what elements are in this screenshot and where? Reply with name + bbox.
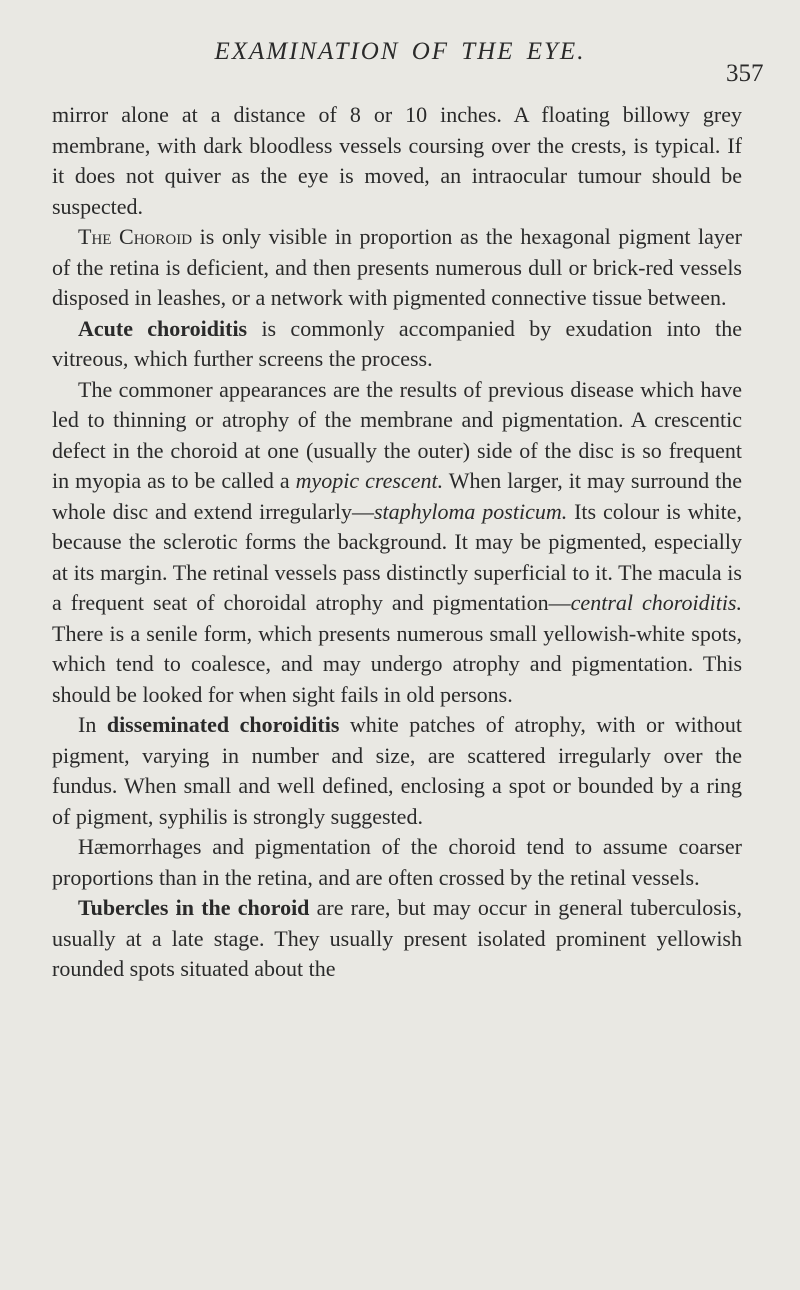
bold-term: disseminated choroiditis <box>106 712 340 737</box>
paragraph <box>52 710 742 832</box>
italic-term: staphyloma posticum. <box>373 498 568 524</box>
bold-term: Acute choroiditis <box>78 315 248 341</box>
text-run: mirror alone at a distance of 8 or 10 inches. A floating billowy grey membrane, with dark bloodless vessels coursing over the crests, is typical. If it does not quiver as the eye is moved, an intraocular tumour should be suspected. <box>52 102 742 219</box>
text-run: white patches of atrophy, with or without pigment, varying in number and size, are scattered irregularly over the fundus. When small and well defined, enclosing a spot or bounded by a ring of pigment, syphilis is strongly suggested. <box>52 712 742 829</box>
body-text <box>52 100 742 985</box>
paragraph <box>52 893 742 985</box>
text-run: In <box>78 712 107 737</box>
text-run: Its colour is white, because the sclerotic forms the background. It may be pigmented, especially at its margin. The retinal vessels pass distinctly superficial to it. The macula is a frequent seat of choroidal atrophy and pigmentation— <box>52 498 742 615</box>
paragraph <box>52 314 742 375</box>
bold-term: Tubercles in the choroid <box>78 895 310 920</box>
text-run: are rare, but may occur in general tuberculosis, usually at a late stage. They usually present isolated prominent yellowish rounded spots situated about the <box>52 895 742 981</box>
paragraph <box>52 375 742 711</box>
text-run: There is a senile form, which presents numerous small yellowish-white spots, which tend to coalesce, and may undergo atrophy and pigmentation. This should be looked for when sight fails in old persons. <box>52 620 742 707</box>
page-number: 357 <box>726 60 764 87</box>
italic-term: central choroiditis. <box>570 590 742 615</box>
running-head: EXAMINATION OF THE EYE. <box>214 38 586 65</box>
paragraph <box>52 222 742 314</box>
text-run: The commoner appearances are the results of previous disease which have led to thinning or atrophy of the membrane and pigmentation. A crescentic defect in the choroid at one (usually the outer) side of the disc is so frequent in myopia as to be called a <box>52 376 742 493</box>
text-run: is only visible in proportion as the hexagonal pigment layer of the retina is deficient, and then presents numerous dull or brick-red vessels disposed in leashes, or a network with pigmented connective tissue between. <box>52 224 743 310</box>
text-run: Hæmorrhages and pigmentation of the choroid tend to assume coarser proportions than in the retina, and are often crossed by the retinal vessels. <box>52 834 742 890</box>
italic-term: myopic crescent. <box>295 468 444 493</box>
text-run: When larger, it may surround the whole disc and extend irregularly— <box>52 468 743 524</box>
text-run: is commonly accompanied by exudation into the vitreous, which further screens the process. <box>52 315 742 371</box>
section-heading: The Choroid <box>78 224 193 249</box>
paragraph <box>52 100 742 222</box>
paragraph <box>52 832 742 893</box>
